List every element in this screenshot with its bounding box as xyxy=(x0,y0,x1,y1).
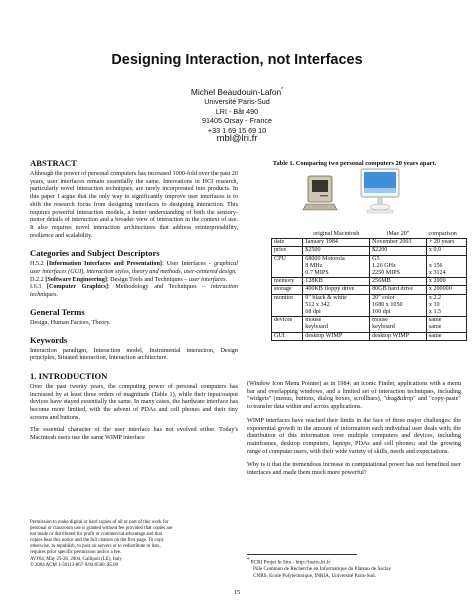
permission-notice xyxy=(30,520,238,569)
category-terms: user interfaces. xyxy=(188,275,228,283)
table-row xyxy=(272,255,467,278)
row-label: date xyxy=(272,239,303,247)
category-terms: graphical user interfaces (GUI), interaction styles, theory and methods, user-centered design. xyxy=(30,260,238,276)
cell-line: 68 dpi xyxy=(305,309,321,316)
row-label: price xyxy=(272,247,303,255)
category-rest: : Design Tools and Techniques – xyxy=(106,275,189,283)
cell-line: 9" black & white xyxy=(305,294,347,301)
row-label: GUI xyxy=(272,332,303,340)
table-cell xyxy=(370,294,427,317)
table-cell: x 0.9 xyxy=(426,247,466,255)
table-cell: desktop WIMP xyxy=(303,332,370,340)
footnote-line: Pôle Commun de Recherche en Informatique du Plateau de Saclay xyxy=(253,566,392,573)
cell-line: keyboard xyxy=(372,324,395,331)
cell-line: same xyxy=(428,324,442,331)
introduction-paragraph: Over the past twenty years, the computing power of personal computers has increased by at least three orders of magnitude (Table 1), while their input/output devices have stayed essentially the same. In many cases, the hardware interface has become more limited, with the advent of PDAs and cell phones and their tiny screens and buttons. xyxy=(30,382,238,421)
table-cell xyxy=(370,317,427,332)
author-footnote xyxy=(247,558,461,579)
body-paragraph: WIMP interfaces have reached their limits in the face of three major challenges: the exponential growth in the amount of information each individual user deals with; the distribution of this information over multiple computers and devices, including mainframes, desktop computers, laptops, PDAs and cell phones; and the growing range of computer users, with their wide variety of skills, needs and expectations. xyxy=(247,416,461,455)
row-label: devices xyxy=(272,317,303,332)
cell-line: 20" color xyxy=(372,294,395,301)
table-cell: desktop WIMP xyxy=(370,332,427,340)
cell-line: G5 xyxy=(372,255,380,262)
table-cell: $2500 xyxy=(303,247,370,255)
category-label: [Computer Graphics] xyxy=(46,283,109,291)
table-cell: 128KB xyxy=(303,278,370,286)
table-cell xyxy=(272,231,303,239)
cell-line: 512 x 342 xyxy=(305,301,330,308)
row-label: CPU xyxy=(272,255,303,278)
category-item xyxy=(30,276,238,284)
affiliation-line: Université Paris-Sud xyxy=(204,97,270,106)
comparison-table xyxy=(271,231,467,341)
row-label: memory xyxy=(272,278,303,286)
footnote-line: CNRS, Ecole Polytechnique, INRIA, Université Paris-Sud. xyxy=(253,572,376,579)
footnote-text: PCRI Projet In Situ - http://insitu.lri.fr xyxy=(250,559,331,566)
original-macintosh-image xyxy=(300,174,340,212)
paper-title: Designing Interaction, not Interfaces xyxy=(111,52,363,68)
category-rest: : User Interfaces - xyxy=(161,260,214,268)
table-row xyxy=(272,294,467,317)
footnote-mark: * xyxy=(247,558,250,563)
body-paragraph: Why is it that the tremendous increase in computational power has not benefited user interfaces and made them much more powerful? xyxy=(247,461,461,477)
table-cell xyxy=(426,294,466,317)
keywords-heading: Keywords xyxy=(30,334,68,345)
imac-20-image xyxy=(355,168,405,214)
row-label: storage xyxy=(272,286,303,294)
keywords-text: Interaction paradigm, Interaction model, Instrumental interaction, Design principles, Situated interaction, Interaction architecture. xyxy=(30,346,238,362)
cell-line: mouse xyxy=(305,317,322,324)
cell-line: keyboard xyxy=(305,324,328,331)
cell-line: mouse xyxy=(372,317,389,324)
categories-heading: Categories and Subject Descriptors xyxy=(30,248,160,259)
cell-line: x 3124 xyxy=(428,270,446,277)
table-cell: x 200000 xyxy=(426,286,466,294)
cell-line: 100 dpi xyxy=(372,309,391,316)
footnote-line xyxy=(247,558,461,566)
table-row xyxy=(272,239,467,247)
cell-line: same xyxy=(428,317,442,324)
cell-line: 8 MHz xyxy=(305,262,323,269)
table-cell: + 20 years xyxy=(426,239,466,247)
general-terms-heading: General Terms xyxy=(30,306,85,317)
category-terms: interaction techniques. xyxy=(30,283,238,299)
category-label: [Information Interfaces and Presentation] xyxy=(46,260,162,268)
cell-line xyxy=(429,256,464,263)
cell-line: 0.7 MIPS xyxy=(305,270,329,277)
table-cell: x 2000 xyxy=(426,278,466,286)
column-head-comparison: comparison xyxy=(426,231,466,239)
column-head-original-macintosh: original Macintosh xyxy=(303,231,370,239)
table-cell: 400KB floppy drive xyxy=(303,286,370,294)
table-cell xyxy=(370,255,427,278)
category-code: H.5.2 xyxy=(30,260,44,268)
permission-line: © 2004 ACM 1-58113-867-9/04/0500..$5.00 xyxy=(30,562,119,568)
table-cell: same xyxy=(426,332,466,340)
category-code: I.6.3 xyxy=(30,283,42,291)
table-row xyxy=(272,278,467,286)
table-cell: 256MB xyxy=(370,278,427,286)
author-email: mbl@lri.fr xyxy=(216,133,258,144)
permission-line: personal or classroom use is granted without fee provided that copies are xyxy=(30,526,173,532)
permission-line: copies bear this notice and the full citation on the first page. To copy xyxy=(30,538,165,544)
author-name-text: Michel Beaudouin-Lafon xyxy=(190,86,282,97)
category-label: [Software Engineering] xyxy=(45,275,107,283)
permission-line: otherwise, to republish, to post on servers or to redistribute to lists, xyxy=(30,544,161,550)
cell-line: 2250 MIPS xyxy=(372,270,401,277)
table-caption: Table 1. Comparing two personal computers 20 years apart. xyxy=(272,160,437,167)
permission-line: Permission to make digital or hard copies of all or part of this work for xyxy=(30,520,169,525)
table-row xyxy=(272,317,467,332)
table-row xyxy=(272,332,467,340)
table-row xyxy=(272,247,467,255)
cell-line: 1.26 GHz xyxy=(372,262,396,269)
table-row xyxy=(272,286,467,294)
cell-line: x 10 xyxy=(428,301,440,308)
author-name xyxy=(0,86,474,97)
category-code: D.2.2 xyxy=(30,275,44,283)
cell-line: 1680 x 1050 xyxy=(372,301,403,308)
body-paragraph: (Window Icon Menu Pointer) as in 1984: an iconic Finder, applications with a menu bar and overlapping windows, and a limited set of interaction techniques, including "widgets" (menus, buttons, dialog boxes, scrollbars), "drag&drop" and "copy-paste" to transfer data within and across applications. xyxy=(247,380,461,411)
author-footnote-mark: * xyxy=(281,87,284,93)
cell-line: x 156 xyxy=(428,262,443,269)
introduction-paragraph: The essential character of the user interface has not evolved either. Today's Macintosh users use the same WIMP interface xyxy=(30,426,238,442)
abstract-text: Although the power of personal computers has increased 1000-fold over the past 20 years, user interfaces remain essentially the same. Innovations in HCI research, particularly novel interaction techniques, are rarely incorporated into products. In this paper I argue that the only way to significantly improve user interfaces is to shift the research focus from designing interfaces to designing interaction. This requires powerful interaction models, a better understanding of both the sensory-motor details of interaction and a broader view of interaction in the context of use. It also requires novel interaction architectures that address reinterpretability, resilience and scalability. xyxy=(30,170,238,239)
introduction-heading: 1. INTRODUCTION xyxy=(30,370,108,381)
abstract-heading: ABSTRACT xyxy=(30,158,77,168)
author-affiliation xyxy=(0,97,474,135)
page-number: 15 xyxy=(233,589,241,596)
cell-line: x 1.5 xyxy=(428,309,442,316)
table-cell: January 1984 xyxy=(303,239,370,247)
table-cell: 80GB hard drive xyxy=(370,286,427,294)
permission-line: requires prior specific permission and/or a fee. xyxy=(30,550,122,556)
table-cell xyxy=(303,255,370,278)
table-cell xyxy=(426,255,466,278)
cell-line: 68000 Motorola xyxy=(305,255,345,262)
row-label: monitor xyxy=(272,294,303,317)
category-item xyxy=(30,283,238,298)
left-column xyxy=(30,158,238,442)
affiliation-line: +33 1 69 15 69 10 xyxy=(207,125,267,135)
table-cell: $2200 xyxy=(370,247,427,255)
table-cell xyxy=(426,317,466,332)
permission-line: AVI'04, May 25-28, 2004, Gallipoli (LE), Italy xyxy=(30,556,122,562)
table-cell xyxy=(303,294,370,317)
cell-line: x 2.2 xyxy=(428,294,442,301)
column-head-imac: iMac 20" xyxy=(370,231,427,239)
footnote-rule xyxy=(247,554,357,555)
category-item xyxy=(30,260,238,275)
table-cell: November 2003 xyxy=(370,239,427,247)
affiliation-line: 91405 Orsay - France xyxy=(202,116,272,126)
right-column xyxy=(247,380,461,477)
category-rest: : Methodology and Techniques – xyxy=(108,283,211,291)
permission-line: not made or distributed for profit or commercial advantage and that xyxy=(30,532,163,538)
table-header-row xyxy=(272,231,467,239)
table-cell xyxy=(303,317,370,332)
affiliation-line: LRI - Bât 490 xyxy=(215,106,259,116)
general-terms-text: Design, Human Factors, Theory. xyxy=(30,318,111,326)
